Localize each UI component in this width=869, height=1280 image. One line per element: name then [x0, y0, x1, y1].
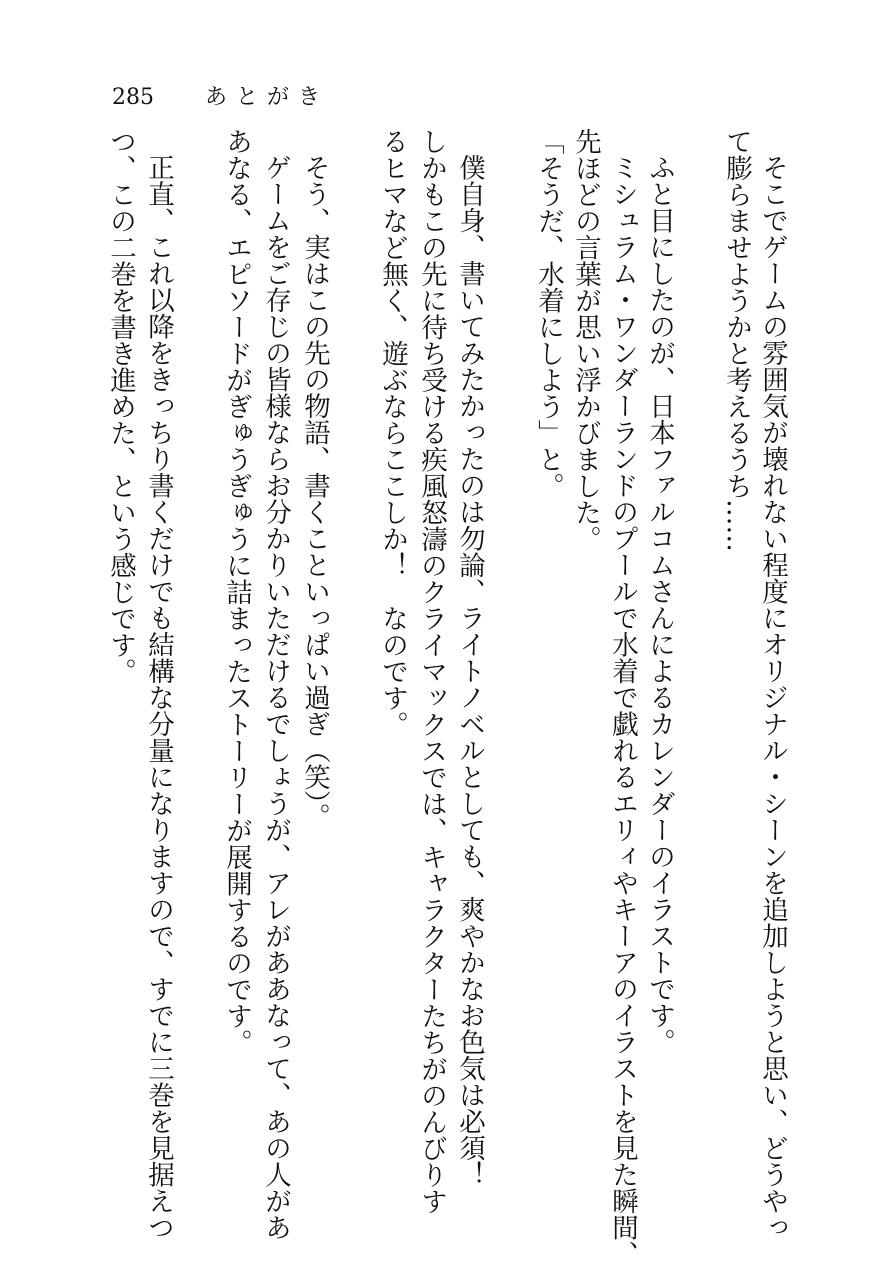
text-column — [493, 128, 525, 1248]
text-column: るヒマなど無く、遊ぶならここしか！ なのです。 — [377, 128, 408, 738]
text-column: ふと目にしたのが、日本ファルコムさんによるカレンダーのイラストです。 — [644, 154, 675, 1055]
text-column: 正直、これ以降をきっちり書くだけでも結構な分量になりますので、すでに三巻を見据えつ — [143, 154, 174, 1241]
text-column: 僕自身、書いてみたかったのは勿論、ライトノベルとしても、爽やかなお色気は必須！ — [454, 154, 485, 1188]
page-number: 285 — [112, 85, 154, 110]
text-column: つ、この二巻を書き進めた、という感じです。 — [105, 128, 136, 685]
text-column — [182, 128, 214, 1248]
text-column: そこでゲームの雰囲気が壊れない程度にオリジナル・シーンを追加しようと思い、どうやっ — [757, 154, 788, 1241]
text-column: 「そうだ、水着にしよう」と。 — [533, 128, 564, 499]
text-column: しかもこの先に待ち受ける疾風怒濤のクライマックスでは、キャラクターたちがのんびりす — [416, 128, 447, 1215]
text-column — [338, 128, 370, 1248]
page-header — [112, 80, 329, 111]
text-column: あなる、エピソードがぎゅうぎゅうに詰まったストーリーが展開するのです。 — [221, 128, 252, 1056]
text-column: て膨らませようかと考えるうち…… — [721, 128, 752, 552]
text-column: ミシュラム・ワンダーランドのプールで水着で戯れるエリィやキーアのイラストを見た瞬間、 — [607, 154, 638, 1267]
text-column: 先ほどの言葉が思い浮かびました。 — [570, 128, 601, 552]
section-title: あとがき — [205, 85, 330, 110]
text-column — [680, 128, 712, 1248]
text-column: そう、実はこの先の物語、書くこといっぱい過ぎ（笑）。 — [299, 154, 330, 830]
text-column: ゲームをご存じの皆様ならお分かりいただけるでしょうが、アレがああなって、あの人があ — [260, 154, 291, 1241]
